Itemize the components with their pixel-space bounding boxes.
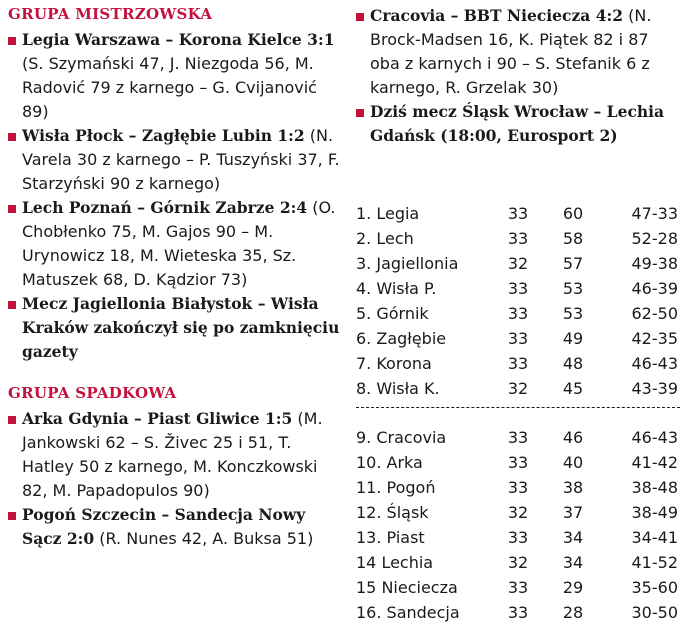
points-cell: 58 [562, 229, 584, 249]
bullet-icon [8, 301, 16, 309]
team-cell: 11. Pogoń [356, 478, 436, 498]
goals-cell: 47-33 [631, 204, 678, 224]
match-item [8, 503, 346, 551]
table-row [356, 227, 682, 252]
goals-cell: 49-38 [631, 254, 678, 274]
matches-cell: 33 [507, 428, 529, 448]
matches-cell: 33 [507, 602, 529, 622]
match-item [356, 4, 678, 100]
points-cell: 57 [562, 254, 584, 274]
team-cell: 16. Sandecja [356, 602, 460, 622]
matches-cell: 33 [507, 577, 529, 597]
left-column [8, 4, 346, 551]
goals-cell: 34-41 [631, 528, 678, 548]
matches-cell: 33 [507, 328, 529, 348]
team-cell: 14 Lechia [356, 552, 434, 572]
table-row [356, 476, 682, 501]
points-cell: 34 [562, 528, 584, 548]
standings-divider [356, 401, 682, 426]
team-cell: 1. Legia [356, 204, 420, 224]
points-cell: 34 [562, 552, 584, 572]
team-cell: 4. Wisła P. [356, 279, 437, 299]
goals-cell: 46-43 [631, 428, 678, 448]
matches-cell: 33 [507, 353, 529, 373]
matches-cell: 33 [507, 304, 529, 323]
table-row [356, 326, 682, 351]
table-row [356, 426, 682, 451]
team-cell: 13. Piast [356, 528, 425, 548]
goals-cell: 35-60 [631, 577, 678, 597]
team-cell: 5. Górnik [356, 304, 429, 323]
table-row [356, 252, 682, 277]
matches-cell: 32 [507, 378, 529, 398]
match-details: (M. Jankowski 62 – S. Živec 25 i 51, T. Hatley 50 z karnego, M. Konczkowski 82, M. Papadopulos 90) [22, 409, 323, 500]
table-row [356, 277, 682, 302]
points-cell: 29 [562, 577, 584, 597]
table-row [356, 202, 682, 227]
match-details: (R. Nunes 42, A. Buksa 51) [99, 529, 314, 548]
goals-cell: 30-50 [631, 602, 678, 622]
match-details: (O. Chobłenko 75, M. Gajos 90 – M. Urynowicz 18, M. Wieteska 35, Sz. Matuszek 68, D. Kądzior 73) [22, 198, 336, 289]
bullet-icon [8, 205, 16, 213]
team-cell: 10. Arka [356, 453, 423, 473]
matches-cell: 32 [507, 254, 529, 274]
matches-cell: 33 [507, 528, 529, 548]
team-cell: 7. Korona [356, 353, 432, 373]
match-headline: Lech Poznań – Górnik Zabrze 2:4 [22, 198, 308, 217]
match-item [356, 100, 678, 148]
match-details: (N. Varela 30 z karnego – P. Tuszyński 37, F. Starzyński 90 z karnego) [22, 126, 340, 193]
table-row [356, 575, 682, 600]
team-cell: 2. Lech [356, 229, 414, 249]
team-cell: 6. Zagłębie [356, 328, 447, 348]
match-details: (N. Brock-Madsen 16, K. Piątek 82 i 87 oba z karnych i 90 – S. Stefanik 6 z karnego, R. Grzelak 30) [370, 6, 652, 97]
match-item [8, 124, 346, 196]
team-cell: 8. Wisła K. [356, 378, 440, 398]
team-cell: 12. Śląsk [356, 503, 429, 523]
table-row [356, 600, 682, 625]
dashed-divider [356, 407, 680, 408]
goals-cell: 41-52 [631, 552, 678, 572]
points-cell: 40 [562, 453, 584, 473]
match-headline: Cracovia – BBT Niecieczа 4:2 [370, 6, 624, 25]
goals-cell: 52-28 [631, 229, 678, 249]
bullet-icon [8, 133, 16, 141]
goals-cell: 38-48 [631, 478, 678, 498]
table-row [356, 550, 682, 575]
matches-cell: 33 [507, 453, 529, 473]
points-cell: 53 [562, 304, 584, 323]
goals-cell: 41-42 [631, 453, 678, 473]
goals-cell: 46-43 [631, 353, 678, 373]
match-headline: Pogoń Szczecin – Sandecja Nowy Sącz 2:0 [22, 505, 306, 548]
points-cell: 49 [562, 328, 584, 348]
bullet-icon [356, 109, 364, 117]
match-headline: Wisła Płock – Zagłębie Lubin 1:2 [22, 126, 305, 145]
table-row [356, 526, 682, 551]
match-headline: Legia Warszawa – Korona Kielce 3:1 [22, 30, 335, 49]
points-cell: 28 [562, 602, 584, 622]
section-title-relegation: GRUPA SPADKOWA [8, 384, 177, 402]
relegation-match-list-left [8, 407, 346, 551]
standings-table [356, 202, 682, 625]
match-item [8, 292, 346, 364]
goals-cell: 46-39 [631, 279, 678, 299]
points-cell: 38 [562, 478, 584, 498]
standings-bottom [356, 426, 682, 625]
goals-cell: 38-49 [631, 503, 678, 523]
bullet-icon [8, 416, 16, 424]
points-cell: 53 [562, 279, 584, 299]
table-row [356, 376, 682, 401]
goals-cell: 62-50 [631, 304, 678, 323]
points-cell: 46 [562, 428, 584, 448]
matches-cell: 33 [507, 204, 529, 224]
right-column [356, 4, 678, 148]
goals-cell: 43-39 [631, 378, 678, 398]
match-item [8, 28, 346, 124]
match-details: (S. Szymański 47, J. Niezgoda 56, M. Radović 79 z karnego – G. Cvijanović 89) [22, 54, 317, 121]
matches-cell: 33 [507, 478, 529, 498]
bullet-icon [8, 37, 16, 45]
bullet-icon [8, 512, 16, 520]
matches-cell: 32 [507, 552, 529, 572]
match-item [8, 196, 346, 292]
team-cell: 9. Cracovia [356, 428, 447, 448]
matches-cell: 33 [507, 279, 529, 299]
match-headline: Arka Gdynia – Piast Gliwice 1:5 [22, 409, 293, 428]
bullet-icon [356, 13, 364, 21]
section-title-championship: GRUPA MISTRZOWSKA [8, 5, 213, 23]
points-cell: 37 [562, 503, 584, 523]
points-cell: 48 [562, 353, 584, 373]
table-row [356, 451, 682, 476]
team-cell: 15 Niecieczа [356, 577, 458, 597]
goals-cell: 42-35 [631, 328, 678, 348]
matches-cell: 32 [507, 503, 529, 523]
championship-match-list [8, 28, 346, 364]
team-cell: 3. Jagiellonia [356, 254, 459, 274]
match-headline: Dziś mecz Śląsk Wrocław – Lechia Gdańsk (18:00, Eurosport 2) [370, 102, 665, 145]
match-item [8, 407, 346, 503]
points-cell: 60 [562, 204, 584, 224]
match-headline: Mecz Jagiellonia Białystok – Wisła Kraków zakończył się po zamknięciu gazety [22, 294, 340, 361]
points-cell: 45 [562, 378, 584, 398]
matches-cell: 33 [507, 229, 529, 249]
table-row [356, 302, 682, 327]
table-row [356, 501, 682, 526]
table-row [356, 351, 682, 376]
standings-top [356, 202, 682, 426]
